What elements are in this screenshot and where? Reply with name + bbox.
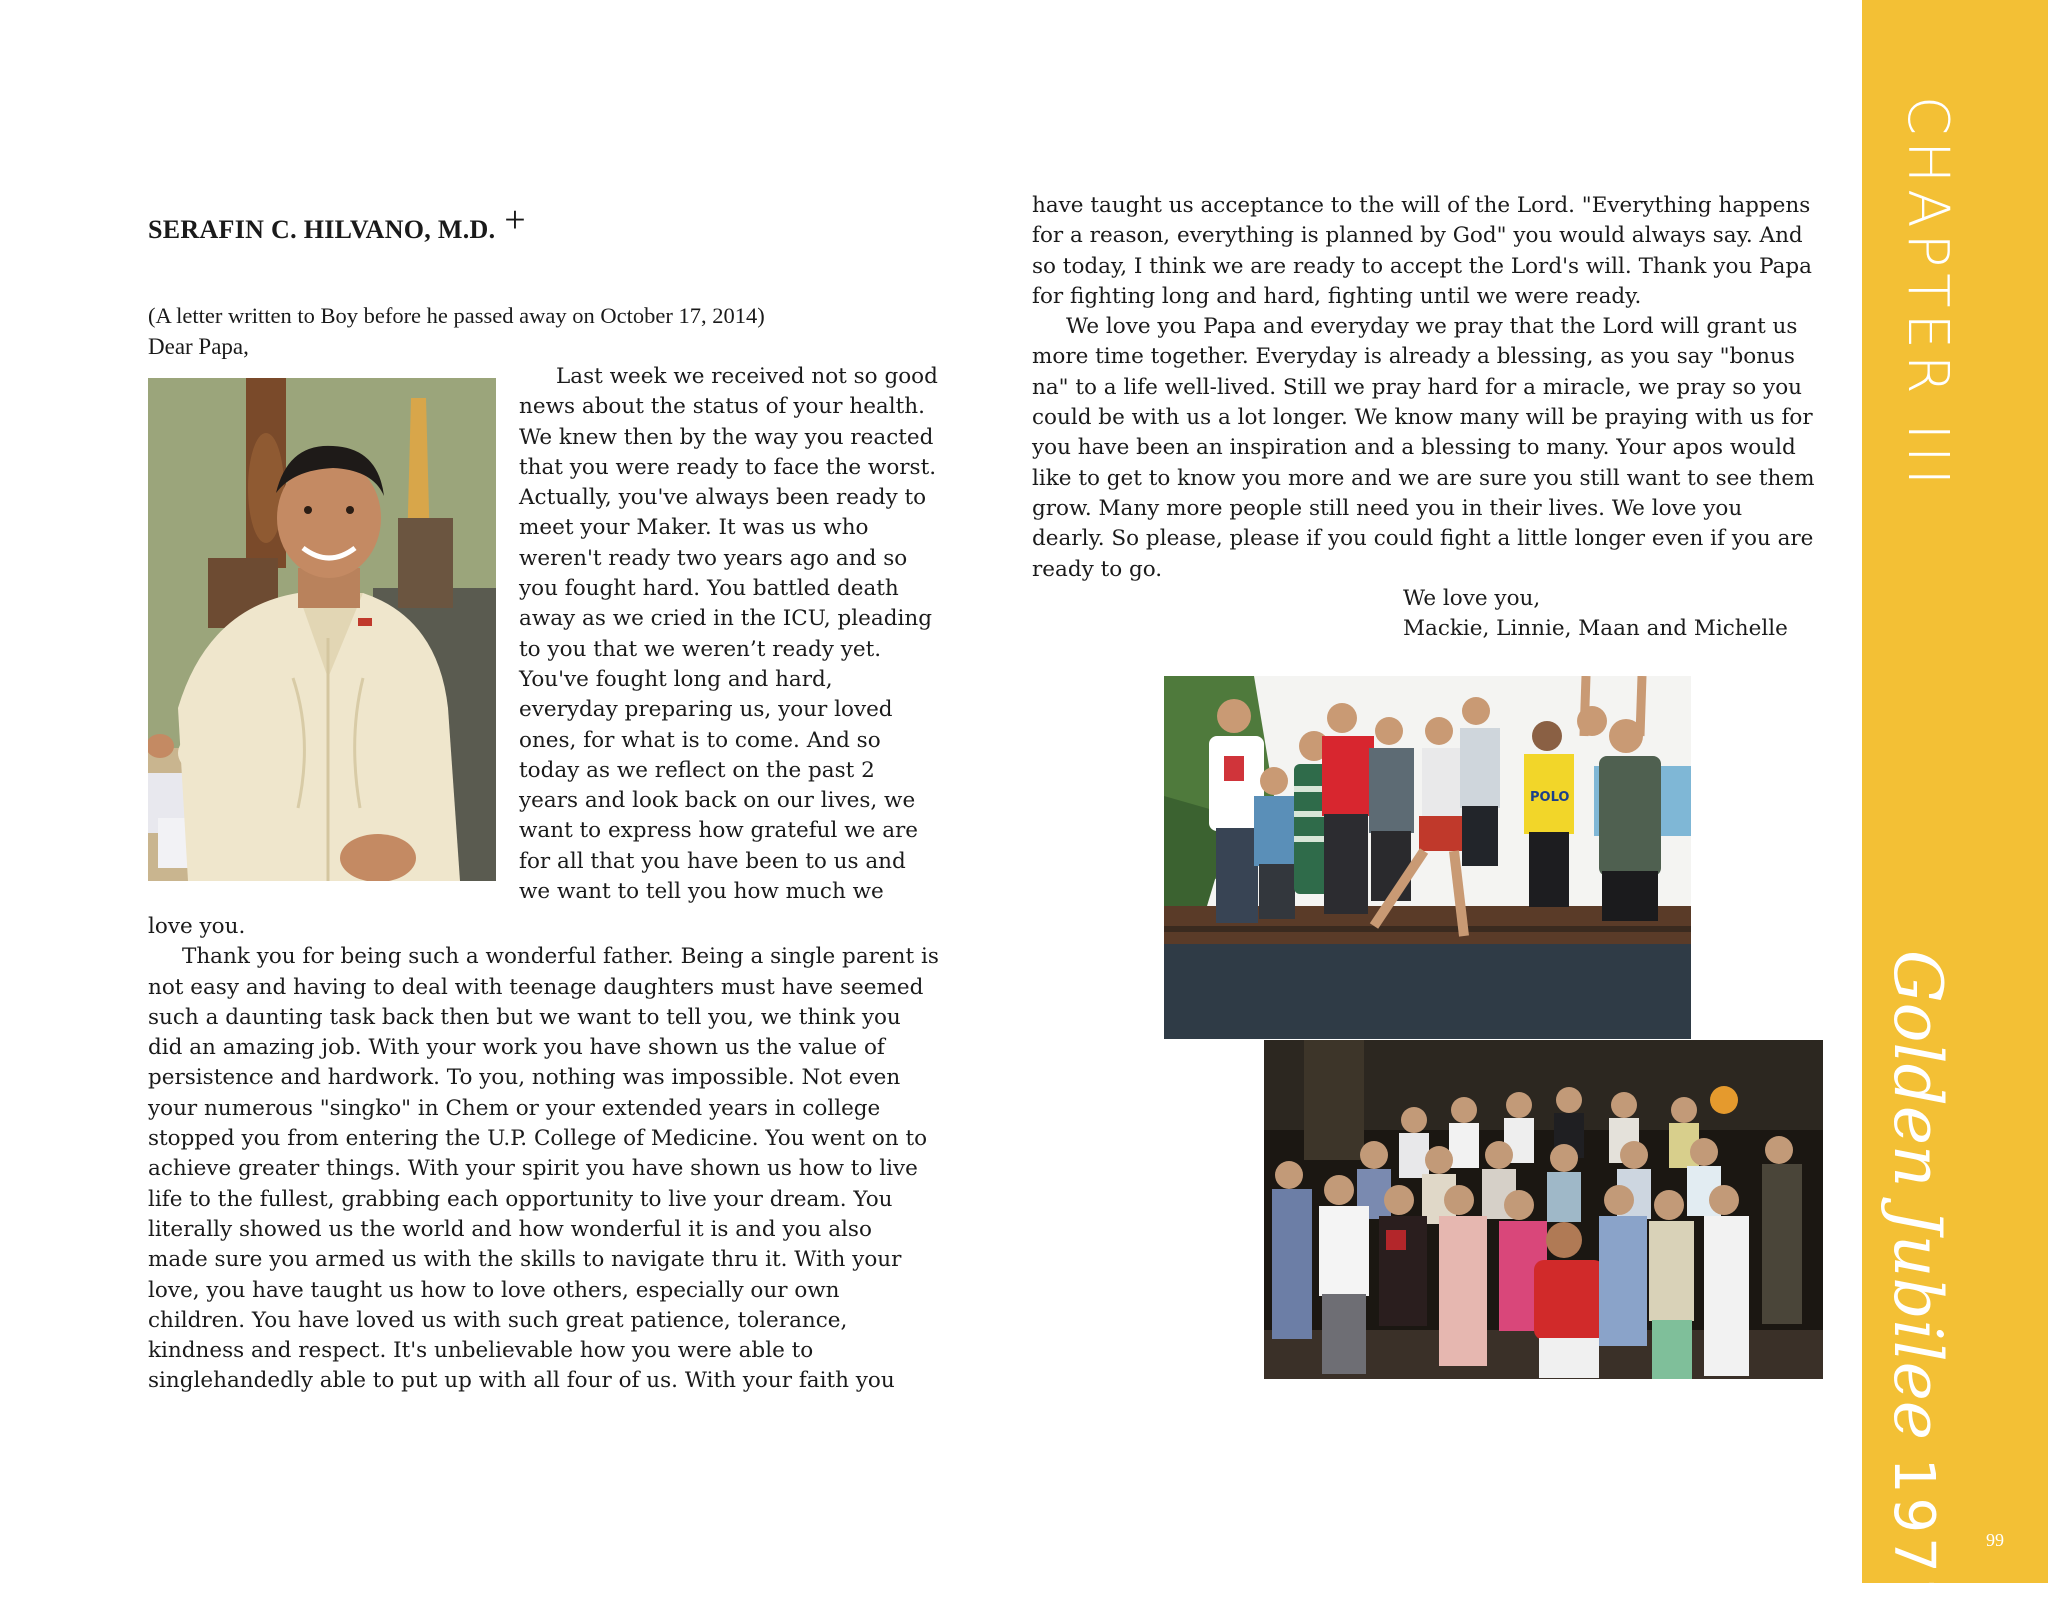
text-line: years and look back on our lives, we bbox=[519, 788, 916, 814]
text-line: you fought hard. You battled death bbox=[519, 576, 899, 602]
text-line: meet your Maker. It was us who bbox=[519, 515, 869, 541]
text-line: to you that we weren’t ready yet. bbox=[519, 636, 882, 662]
text-line: for a reason, everything is planned by God" you would always say. And bbox=[1032, 223, 1803, 249]
text-line: for all that you have been to us and bbox=[519, 848, 906, 874]
text-line: ones, for what is to come. And so bbox=[519, 727, 881, 753]
text-line: today as we reflect on the past 2 bbox=[519, 757, 875, 783]
letter-body-left bbox=[148, 912, 968, 1397]
closing-line: We love you, bbox=[1403, 586, 1541, 611]
text-line: you have been an inspiration and a blessing to many. Your apos would bbox=[1032, 435, 1796, 461]
text-line: singlehandedly able to put up with all four of us. With your faith you bbox=[148, 1368, 895, 1394]
letter-subtitle: (A letter written to Boy before he passed away on October 17, 2014) bbox=[148, 303, 765, 328]
shirt-print-text: POLO bbox=[1530, 790, 1570, 805]
text-line: You've fought long and hard, bbox=[519, 666, 833, 692]
text-line: have taught us acceptance to the will of the Lord. "Everything happens bbox=[1032, 193, 1811, 218]
text-line: such a daunting task back then but we want to tell you, we think you bbox=[148, 1004, 901, 1030]
text-line: na" to a life well-lived. Still we pray hard for a miracle, we pray so you bbox=[1032, 374, 1802, 400]
text-line: Thank you for being such a wonderful father. Being a single parent is bbox=[182, 944, 939, 970]
signature-names: Mackie, Linnie, Maan and Michelle bbox=[1403, 616, 1788, 642]
jubilee-script-text: Golden Jubilee bbox=[1879, 950, 1956, 1440]
text-line: persistence and hardwork. To you, nothing was impossible. Not even bbox=[148, 1065, 901, 1091]
text-line: achieve greater things. With your spirit you have shown us how to live bbox=[148, 1156, 918, 1182]
page-title bbox=[148, 199, 526, 248]
letter-body-right bbox=[1032, 191, 1862, 585]
text-line: news about the status of your health. bbox=[519, 394, 925, 420]
letter-wrap-text bbox=[519, 362, 949, 907]
page-number: 99 bbox=[1986, 1530, 2004, 1550]
text-line: ready to go. bbox=[1032, 556, 1163, 582]
text-line: We knew then by the way you reacted bbox=[519, 424, 934, 450]
text-line: so today, I think we are ready to accept the Lord's will. Thank you Papa bbox=[1032, 253, 1812, 279]
text-line: did an amazing job. With your work you have shown us the value of bbox=[148, 1035, 885, 1061]
text-line: more time together. Everyday is already a blessing, as you say "bonus bbox=[1032, 344, 1795, 370]
text-line: for fighting long and hard, fighting until we were ready. bbox=[1032, 283, 1642, 309]
portrait-photo bbox=[148, 378, 496, 881]
text-line: everyday preparing us, your loved bbox=[519, 697, 893, 723]
text-line: We love you Papa and everyday we pray that the Lord will grant us bbox=[1066, 314, 1798, 340]
text-line: kindness and respect. It's unbelievable how you were able to bbox=[148, 1338, 814, 1364]
text-line: grow. Many more people still need you in their lives. We love you bbox=[1032, 495, 1743, 521]
text-line: love you. bbox=[148, 914, 246, 939]
text-line: love, you have taught us how to love others, especially our own bbox=[148, 1277, 840, 1303]
jubilee-year: 1971 bbox=[1881, 1457, 1946, 1616]
text-line: dearly. So please, please if you could fight a little longer even if you are bbox=[1032, 526, 1814, 552]
text-line: that you were ready to face the worst. bbox=[519, 454, 937, 480]
deceased-cross-mark: + bbox=[504, 199, 526, 241]
text-line: Actually, you've always been ready to bbox=[519, 485, 927, 511]
family-photo bbox=[1164, 676, 1691, 1039]
text-line: your numerous "singko" in Chem or your extended years in college bbox=[148, 1095, 881, 1121]
letter-salutation: Dear Papa, bbox=[148, 334, 249, 359]
text-line: we want to tell you how much we bbox=[519, 879, 884, 905]
text-line: children. You have loved us with such great patience, tolerance, bbox=[148, 1307, 848, 1333]
text-line: literally showed us the world and how wonderful it is and you also bbox=[148, 1216, 872, 1242]
text-line: made sure you armed us with the skills to navigate thru it. With your bbox=[148, 1247, 902, 1273]
text-line: Last week we received not so good bbox=[556, 364, 938, 389]
text-line: weren't ready two years ago and so bbox=[519, 545, 908, 571]
letter-closing bbox=[1403, 584, 1788, 645]
text-line: could be with us a lot longer. We know many will be praying with us for bbox=[1032, 405, 1813, 431]
text-line: stopped you from entering the U.P. College of Medicine. You went on to bbox=[148, 1126, 928, 1152]
golden-jubilee-label bbox=[1879, 950, 1956, 1616]
author-name: SERAFIN C. HILVANO, M.D. bbox=[148, 215, 496, 244]
text-line: want to express how grateful we are bbox=[519, 818, 919, 844]
chapter-title: CHAPTER III bbox=[1895, 96, 1960, 492]
text-line: like to get to know you more and we are sure you still want to see them bbox=[1032, 465, 1815, 491]
text-line: away as we cried in the ICU, pleading bbox=[519, 606, 932, 632]
text-line: not easy and having to deal with teenage daughters must have seemed bbox=[148, 974, 924, 1000]
group-photo bbox=[1264, 1040, 1823, 1379]
text-line: life to the fullest, grabbing each opportunity to live your dream. You bbox=[148, 1186, 893, 1212]
